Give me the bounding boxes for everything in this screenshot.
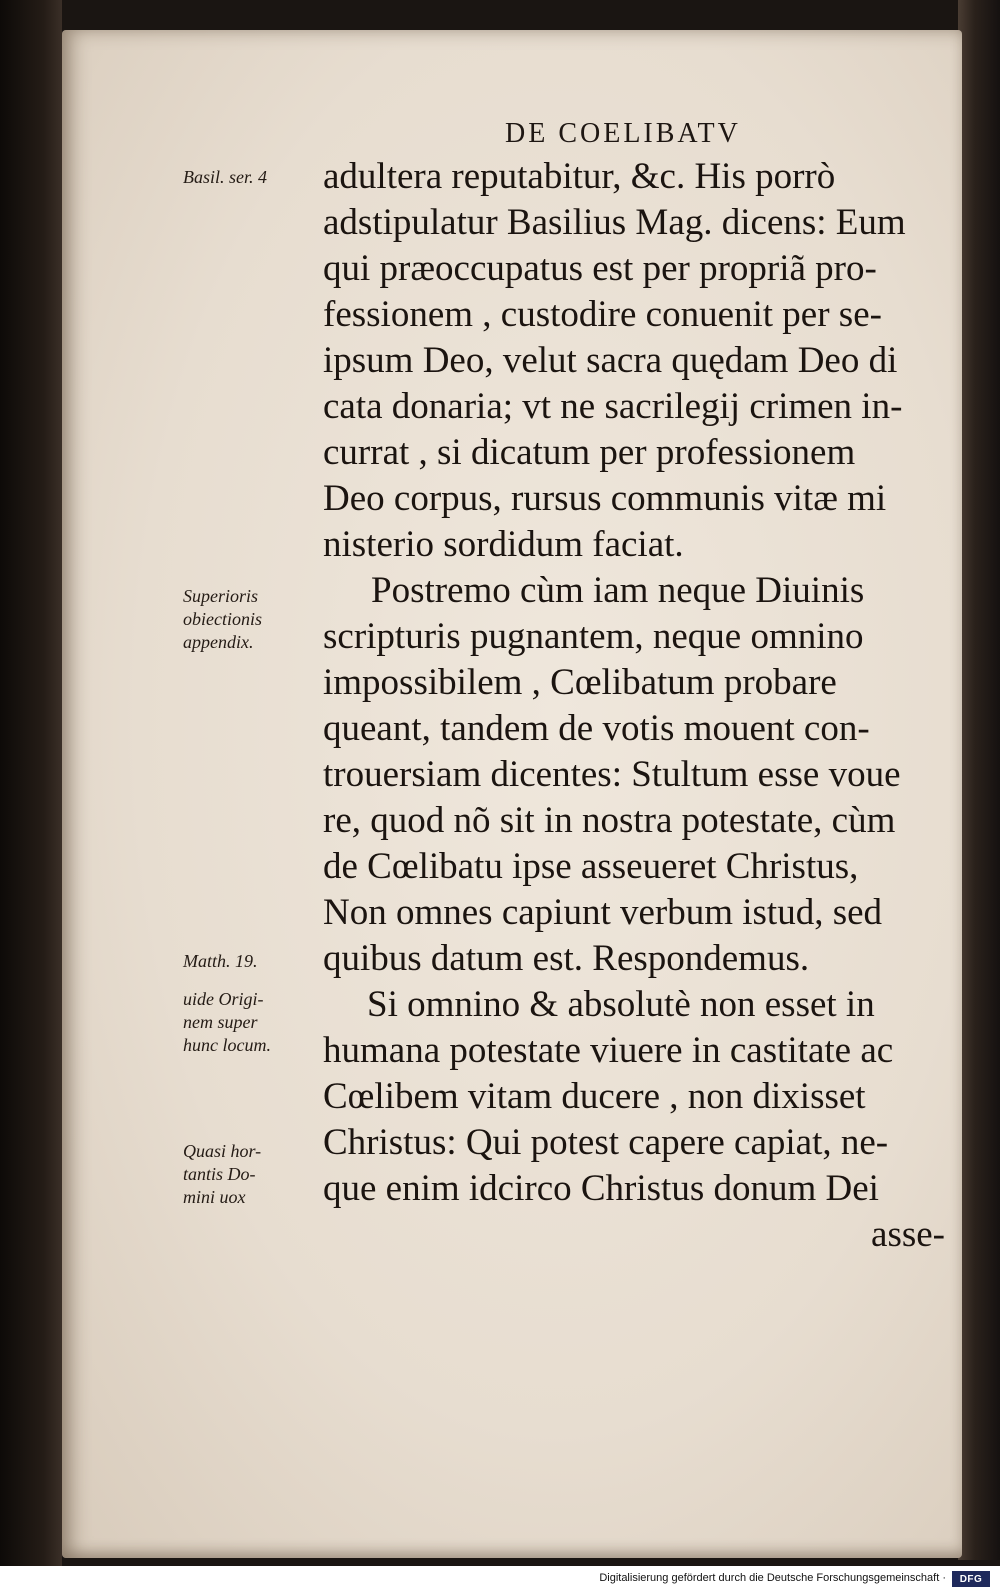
margin-note-appendix: [183, 585, 323, 654]
funding-credit: Digitalisierung gefördert durch die Deutsche Forschungsgemeinschaft ·: [599, 1572, 946, 1584]
text-line: adstipulatur Basilius Mag. dicens: Eum: [323, 202, 906, 243]
margin-note-quasi: [183, 1140, 323, 1209]
margin-note-origen: [183, 988, 323, 1057]
text-line: impossibilem , Cœlibatum probare: [323, 662, 837, 703]
text-line: Non omnes capiunt verbum istud, sed: [323, 892, 883, 933]
text-line: queant, tandem de votis mouent con-: [323, 708, 870, 749]
text-line: nisterio sordidum faciat.: [323, 524, 684, 565]
margin-note-line: mini uox: [183, 1187, 246, 1207]
margin-note-line: obiectionis: [183, 609, 262, 629]
margin-note-matthew: [183, 950, 323, 973]
margin-note-line: appendix.: [183, 632, 254, 652]
text-line: quibus datum est. Respondemus.: [323, 938, 810, 979]
footer-bar: [0, 1566, 1000, 1594]
margin-note-line: nem super: [183, 1012, 258, 1032]
catchword: asse-: [871, 1214, 945, 1255]
text-line: cata donaria; vt ne sacrilegij crimen in-: [323, 386, 903, 427]
paragraph-first-line: Si omnino & absolutè non esset in: [367, 984, 875, 1025]
text-line: adultera reputabitur, &c. His porrò: [323, 156, 836, 197]
text-line: humana potestate viuere in castitate ac: [323, 1030, 894, 1071]
margin-note-line: Superioris: [183, 586, 259, 606]
text-line: de Cœlibatu ipse asseueret Christus,: [323, 846, 859, 887]
margin-note-line: Basil. ser. 4: [183, 167, 268, 187]
margin-note-line: hunc locum.: [183, 1035, 271, 1055]
margin-note-line: tantis Do-: [183, 1164, 256, 1184]
body-text: [323, 154, 945, 1258]
scan-right-edge: [958, 0, 1000, 1560]
margin-note-line: Matth. 19.: [183, 951, 258, 971]
text-line: ipsum Deo, velut sacra quędam Deo di: [323, 340, 898, 381]
margin-note-line: uide Origi-: [183, 989, 264, 1009]
scan-left-edge: [0, 0, 62, 1594]
text-line: Deo corpus, rursus communis vitæ mi: [323, 478, 887, 519]
text-line: qui præoccupatus est per propriã pro-: [323, 248, 877, 289]
text-line: Cœlibem vitam ducere , non dixisset: [323, 1076, 866, 1117]
paragraph-first-line: Postremo cùm iam neque Diuinis: [371, 570, 865, 611]
text-line: Christus: Qui potest capere capiat, ne-: [323, 1122, 889, 1163]
dfg-logo: DFG: [952, 1571, 990, 1587]
running-head: DE COELIBATV: [505, 118, 741, 149]
margin-note-basil: [183, 166, 323, 189]
text-line: fessionem , custodire conuenit per se-: [323, 294, 882, 335]
text-line: re, quod nõ sit in nostra potestate, cùm: [323, 800, 896, 841]
margin-note-line: Quasi hor-: [183, 1141, 262, 1161]
text-line: trouersiam dicentes: Stultum esse voue: [323, 754, 901, 795]
text-line: que enim idcirco Christus donum Dei: [323, 1168, 879, 1209]
text-line: scripturis pugnantem, neque omnino: [323, 616, 864, 657]
text-line: currat , si dicatum per professionem: [323, 432, 856, 473]
